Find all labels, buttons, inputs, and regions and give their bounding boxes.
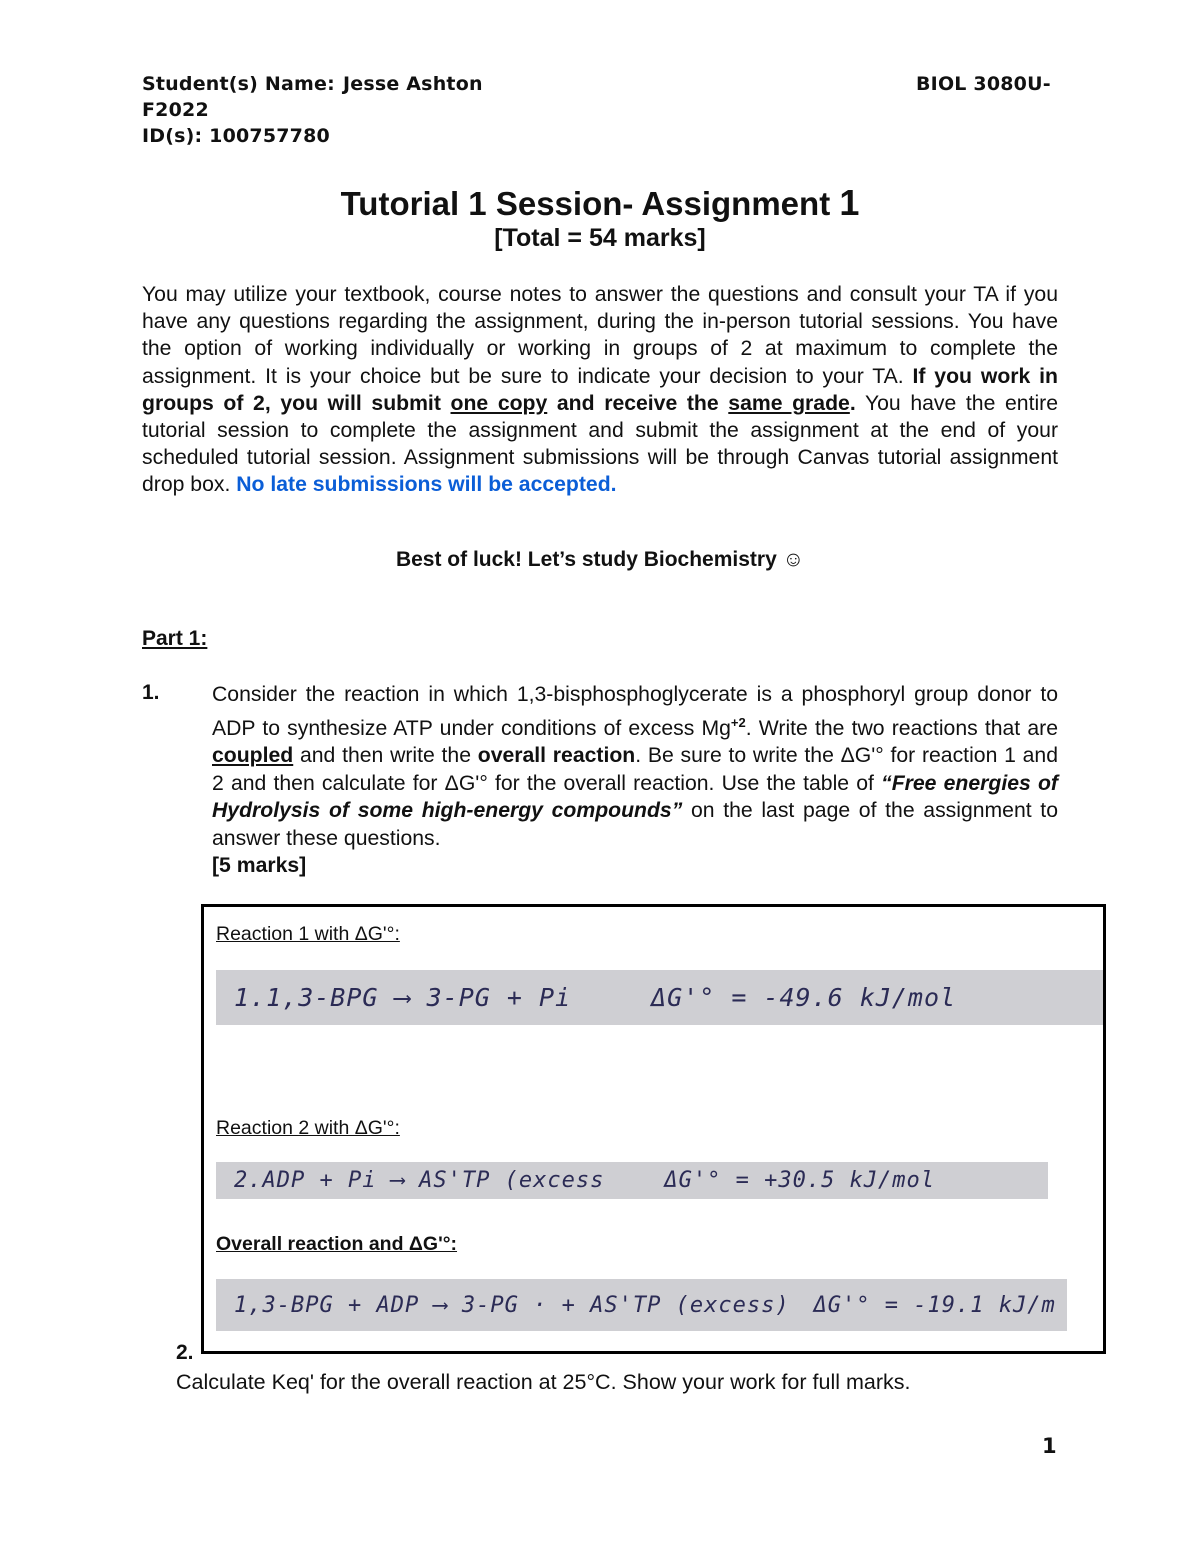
reaction-2-delta-g: ΔG'° = +30.5 kJ/mol	[664, 1168, 936, 1193]
q1-superscript: +2	[730, 714, 746, 730]
late-policy: No late submissions will be accepted.	[236, 473, 617, 497]
q1-text-4: . Be sure to write the ΔG'° for reaction 1 and 2 and then calculate for ΔG'° for the overall reaction. Use the table of	[212, 744, 1058, 795]
reaction-1-label: Reaction 1 with ΔG'°:	[216, 923, 400, 945]
instructions-paragraph	[142, 281, 1058, 499]
q1-text-2: . Write the two reactions that are	[745, 716, 1058, 740]
course-code: BIOL 3080U-	[916, 73, 1051, 95]
reaction-2-label: Reaction 2 with ΔG'°:	[216, 1117, 400, 1139]
student-id-value: 100757780	[209, 125, 330, 147]
overall-delta-g: ΔG'° = -19.1 kJ/m	[813, 1292, 1056, 1318]
intro-same-grade: same grade	[728, 391, 850, 415]
question-1-number: 1.	[142, 681, 160, 704]
q1-text-3: and then write the	[293, 744, 478, 768]
q1-coupled: coupled	[212, 744, 294, 768]
overall-equation: 1,3-BPG + ADP ⟶ 3-PG · + AS'TP (excess)	[234, 1292, 790, 1318]
overall-reaction-label: Overall reaction and ΔG'°:	[216, 1233, 458, 1255]
intro-text-2: You have the entire tutorial session to complete the assignment and submit the assignment at the end of your scheduled tutorial session. Assignment submissions will be through Canvas tutorial assignment drop box.	[142, 391, 1059, 497]
question-2-text: Calculate Keq' for the overall reaction at 25°C. Show your work for full marks.	[176, 1370, 911, 1394]
q1-text-1: Consider the reaction in which 1,3-bisphosphoglycerate is a phosphoryl group donor to ADP to synthesize ATP under conditions of excess Mg	[212, 683, 1058, 740]
page-title	[0, 182, 1200, 224]
title-text: Tutorial 1 Session- Assignment	[340, 185, 840, 222]
student-id-label: ID(s):	[142, 125, 203, 147]
q1-table-name: “Free energies of Hydrolysis of some high-energy compounds”	[212, 771, 1058, 823]
q1-overall: overall reaction	[477, 744, 636, 768]
best-of-luck: Best of luck! Let’s study Biochemistry ☺	[395, 548, 805, 571]
reaction-1-equation: 1.1,3-BPG ⟶ 3-PG + Pi	[234, 983, 572, 1012]
intro-text-1: You may utilize your textbook, course notes to answer the questions and consult your TA if you have any questions regarding the assignment, during the in-person tutorial sessions. You have the option of working individually or working in groups of 2 at maximum to complete the assignment. It is your choice but be sure to indicate your decision to your TA.	[142, 283, 1058, 388]
page-number: 1	[1042, 1434, 1057, 1458]
part-heading: Part 1:	[142, 627, 208, 650]
question-2-number: 2.	[176, 1341, 194, 1364]
question-1-text	[212, 681, 1058, 880]
total-marks: [Total = 54 marks]	[494, 224, 706, 252]
reaction-2-equation: 2.ADP + Pi ⟶ AS'TP (excess	[234, 1168, 605, 1193]
student-id	[142, 125, 330, 147]
overall-reaction-handwritten	[216, 1279, 1067, 1331]
intro-bold-2: and receive the	[547, 391, 729, 415]
reaction-1-handwritten	[216, 970, 1103, 1025]
title-number: 1	[839, 182, 860, 223]
reaction-1-delta-g: ΔG'° = -49.6 kJ/mol	[651, 983, 957, 1012]
term: F2022	[142, 99, 209, 121]
intro-one-copy: one copy	[450, 391, 548, 415]
intro-bold-1: If you work in groups of 2, you will submit	[142, 364, 1058, 415]
student-name-value: Jesse Ashton	[343, 73, 483, 95]
reaction-2-handwritten	[216, 1162, 1048, 1199]
q1-marks: [5 marks]	[212, 854, 307, 878]
intro-bold-3: .	[849, 391, 856, 415]
q1-text-5: on the last page of the assignment to answer these questions.	[212, 799, 1058, 850]
student-name-label: Student(s) Name:	[142, 73, 335, 95]
